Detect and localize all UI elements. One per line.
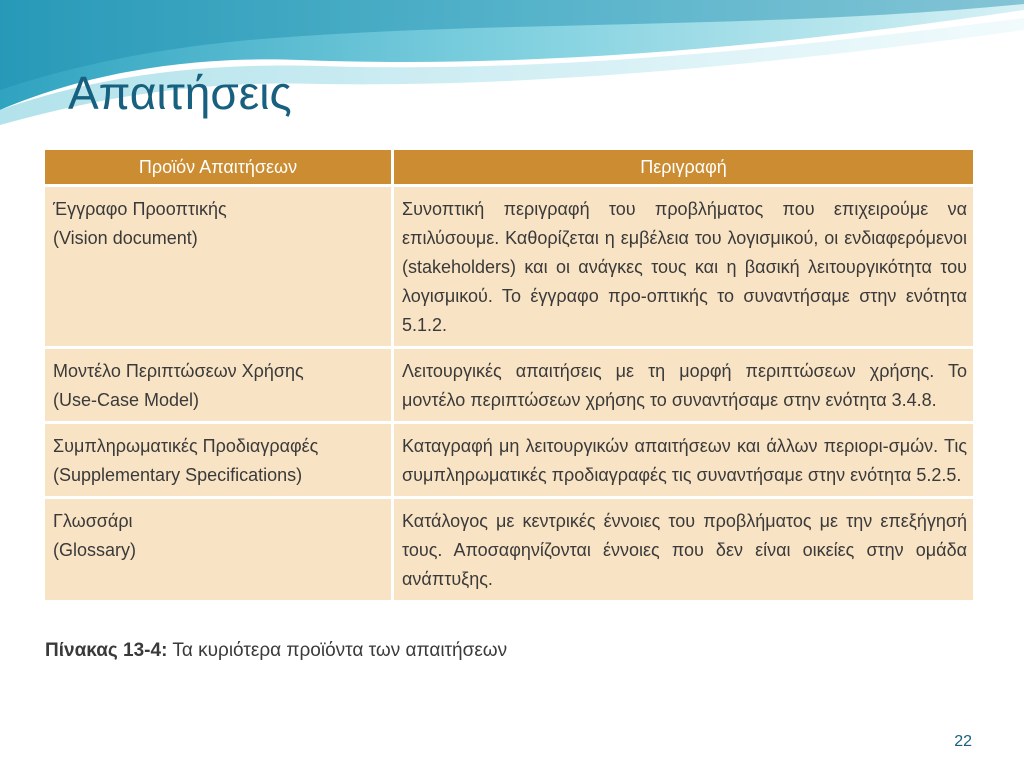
product-english-name: (Supplementary Specifications) bbox=[53, 465, 303, 485]
table-caption bbox=[45, 640, 507, 662]
product-cell bbox=[45, 187, 394, 349]
product-name: Συμπληρωματικές Προδιαγραφές bbox=[53, 436, 319, 456]
product-name: Μοντέλο Περιπτώσεων Χρήσης bbox=[53, 361, 304, 381]
product-cell bbox=[45, 349, 394, 424]
product-english-name: (Glossary) bbox=[53, 540, 137, 560]
caption-text: Τα κυριότερα προϊόντα των απαιτήσεων bbox=[167, 640, 508, 661]
table-header-row bbox=[45, 150, 973, 187]
caption-label: Πίνακας 13-4: bbox=[45, 640, 168, 661]
slide-title: Απαιτήσεις bbox=[68, 67, 292, 119]
description-cell: Καταγραφή μη λειτουργικών απαιτήσεων και άλλων περιορι-σμών. Τις συμπληρωματικές προδιαγραφές τις συναντήσαμε στην ενότητα 5.2.5. bbox=[394, 424, 973, 499]
product-name: Γλωσσάρι bbox=[53, 511, 133, 531]
description-cell: Συνοπτική περιγραφή του προβλήματος που επιχειρούμε να επιλύσουμε. Καθορίζεται η εμβέλεια του λογισμικού, οι ενδιαφερόμενοι (stakeholders) και οι ανάγκες τους και η βασική λειτουργικότητα του λογισμικού. Το έγγραφο προ-οπτικής το συναντήσαμε στην ενότητα 5.1.2. bbox=[394, 187, 973, 349]
product-cell bbox=[45, 499, 394, 603]
product-english-name: (Use-Case Model) bbox=[53, 390, 200, 410]
product-name: Έγγραφο Προοπτικής bbox=[53, 199, 227, 219]
description-cell: Κατάλογος με κεντρικές έννοιες του προβλήματος με την επεξήγησή τους. Αποσαφηνίζονται έννοιες που δεν είναι οικείες στην ομάδα ανάπτυξης. bbox=[394, 499, 973, 603]
page-number: 22 bbox=[954, 733, 972, 750]
requirements-table-container bbox=[45, 150, 973, 603]
product-cell bbox=[45, 424, 394, 499]
header-description: Περιγραφή bbox=[394, 150, 973, 187]
description-cell: Λειτουργικές απαιτήσεις με τη μορφή περιπτώσεων χρήσης. Το μοντέλο περιπτώσεων χρήσης το συναντήσαμε στην ενότητα 3.4.8. bbox=[394, 349, 973, 424]
product-english-name: (Vision document) bbox=[53, 228, 198, 248]
table-row bbox=[45, 187, 973, 349]
header-product: Προϊόν Απαιτήσεων bbox=[45, 150, 394, 187]
requirements-table bbox=[45, 150, 973, 603]
table-row bbox=[45, 499, 973, 603]
table-row bbox=[45, 349, 973, 424]
table-row bbox=[45, 424, 973, 499]
